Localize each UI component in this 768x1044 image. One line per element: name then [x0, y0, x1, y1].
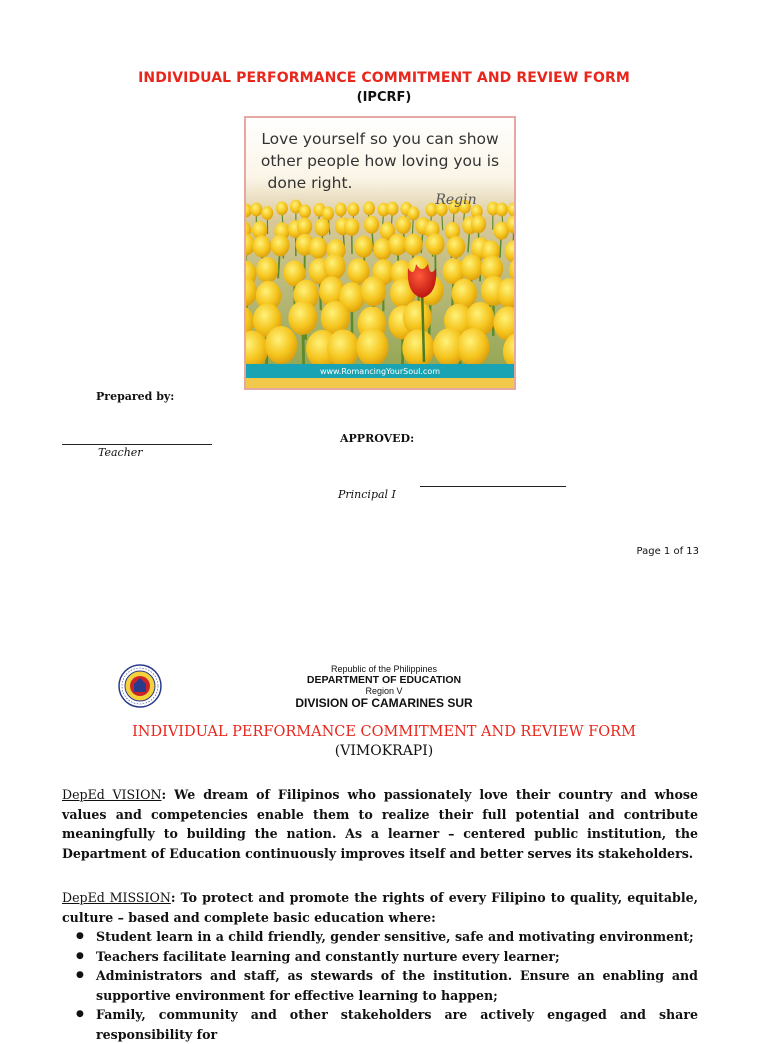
mission-label: DepEd MISSION [62, 890, 171, 905]
poster-quote-line-3: done right. [268, 174, 353, 192]
page-number: Page 1 of 13 [600, 546, 699, 557]
tulip-flower [344, 218, 359, 236]
division-label: DIVISION OF CAMARINES SUR [0, 696, 768, 710]
tulip-flower [297, 218, 312, 236]
tulip-flower [356, 328, 388, 366]
tulip-flower [288, 301, 317, 335]
teacher-signature-line [62, 444, 212, 445]
poster-quote-line-1: Love yourself so you can show [261, 130, 499, 148]
mission-text: : To protect and promote the rights of every Filipino to quality, equitable, culture – based and complete basic education where: [62, 890, 698, 925]
republic-label: Republic of the Philippines [0, 664, 768, 674]
mission-list [62, 927, 698, 1044]
tulip-flower [471, 215, 486, 233]
department-label: DEPARTMENT OF EDUCATION [0, 674, 768, 686]
tulip-flower [361, 276, 387, 306]
prepared-by-label: Prepared by: [96, 390, 174, 403]
vision-text: : We dream of Filipinos who passionately love their country and whose values and competencies enable them to realize their full potential and contribute meaningfully to building the nation. As a learner – centered public institution, the Department of Education continuously improves itself and better serves its stakeholders. [62, 787, 698, 861]
tulip-flower [276, 201, 288, 215]
tulip-flower [265, 326, 297, 364]
vision-label: DepEd VISION [62, 787, 161, 802]
tulip-flower [250, 203, 262, 217]
cover-title: INDIVIDUAL PERFORMANCE COMMITMENT AND REVIEW FORM [0, 70, 768, 86]
tulip-flower [323, 254, 345, 280]
tulip-flower [347, 202, 359, 216]
tulip-flower [402, 329, 434, 367]
tulip-flower [299, 204, 311, 218]
tulip-flower [461, 254, 483, 280]
mission-item: ● Teachers facilitate learning and constantly nurture every learner; [62, 947, 698, 967]
tulip-flower [496, 203, 508, 217]
form-title: INDIVIDUAL PERFORMANCE COMMITMENT AND REVIEW FORM [0, 724, 768, 740]
teacher-label: Teacher [98, 446, 143, 459]
tulip-flower [396, 216, 411, 234]
tulip-flower [271, 234, 290, 256]
tulip-flower [387, 202, 399, 216]
cover-abbrev: (IPCRF) [0, 90, 768, 105]
tulip-flower [256, 257, 278, 283]
tulip-flower [457, 328, 489, 366]
form-name: (VIMOKRAPI) [0, 743, 768, 759]
tulip-flower [388, 234, 407, 256]
tulip-flower [253, 235, 272, 257]
tulip-flower [327, 329, 359, 367]
principal-label: Principal I [338, 488, 396, 501]
mission-item: ● Administrators and staff, as stewards of the institution. Ensure an enabling and supportive environment for effective learning to happen; [62, 966, 698, 1005]
tulip-flower [335, 203, 347, 217]
tulip-flower [314, 218, 329, 236]
mission-item: ● Student learn in a child friendly, gender sensitive, safe and motivating environment; [62, 927, 698, 947]
tulip-flower [261, 206, 273, 220]
approved-label: APPROVED: [340, 432, 414, 445]
poster-signature: Regin [434, 192, 476, 208]
tulip-flower [363, 201, 375, 215]
tulip-flower [447, 236, 466, 258]
tulip-quote-poster [244, 116, 516, 390]
poster-website: www.RomancingYourSoul.com [320, 367, 440, 376]
region-label: Region V [0, 686, 768, 696]
tulip-flower [426, 233, 445, 255]
mission-item: ● Family, community and other stakeholders are actively engaged and share responsibility for [62, 1005, 698, 1044]
poster-quote-line-2: other people how loving you is [261, 152, 499, 170]
principal-signature-line [420, 486, 566, 487]
tulip-flower [364, 216, 379, 234]
deped-mission-paragraph [62, 888, 698, 927]
tulip-flower [408, 206, 420, 220]
tulip-flower [309, 237, 328, 259]
tulip-flower [404, 234, 423, 256]
deped-vision-paragraph [62, 785, 698, 863]
tulip-flower [354, 236, 373, 258]
